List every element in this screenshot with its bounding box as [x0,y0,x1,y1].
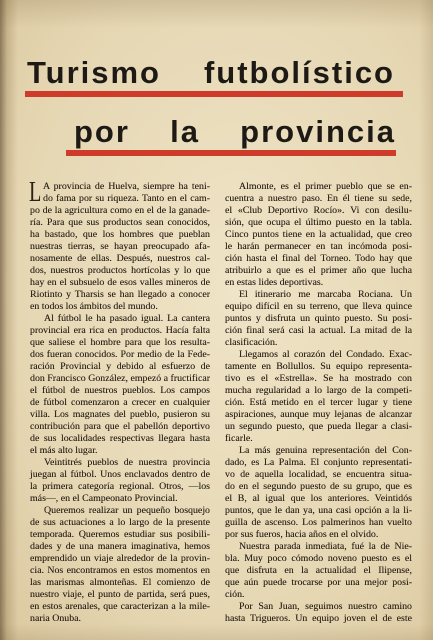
text-line [30,589,210,601]
text-line [225,421,412,433]
line-text: tamente en Bollullos. Su equipo representa- [225,361,412,372]
text-line [225,493,412,505]
line-text: temporada. Queremos estudiar sus posibili- [30,529,210,540]
line-text: emprendido un viaje alrededor de la provin- [30,553,210,564]
line-text: ha bastado, que los hombres que pueblan [30,229,210,240]
text-line [225,553,412,565]
text-line [30,229,210,241]
line-text: por sus fueros, hacia años en el olvido. [225,529,379,540]
line-text: ría. Para que sus productos sean conocidos, [30,217,210,228]
line-text: cia. Nos encontramos en estos momentos en [30,565,210,576]
line-text: atribuirlo a que es el primer año que lucha [225,265,412,276]
text-line [225,601,412,613]
line-text: Nuestra parada inmediata, fué la de Nie- [239,541,412,552]
text-line [225,445,412,457]
paragraph [30,313,210,457]
text-line [225,181,412,193]
text-line [30,361,210,373]
text-line [30,457,210,469]
line-text: naria Onuba. [30,613,81,624]
line-text: villa. Los magnates del pueblo, pusieron su [30,409,210,420]
line-text: el B, al igual que los anteriores. Veintidós [225,493,412,504]
text-line [30,313,210,325]
line-text: nosamente de ellas. Después, nuestros cal- [30,253,210,264]
line-text: un segundo puesto, que pueda llegar a clasi- [225,421,412,432]
line-text: do fama por su riqueza. Tanto en el cam- [43,193,210,204]
line-text: bla. Muy poco cómodo noveno puesto es el [225,553,412,564]
line-text: que saliese el hombre para que los resulta- [30,337,210,348]
line-text: Veintitrés pueblos de nuestra provincia [44,457,210,468]
text-line [30,397,210,409]
line-text: Riotinto y Tharsis se han llegado a conocer [30,289,210,300]
text-line [30,253,210,265]
text-line [225,349,412,361]
line-text: puntos y disfruta un quinto puesto. Su posi- [225,313,412,324]
text-line [30,265,210,277]
paragraph [225,181,412,289]
text-line [225,277,412,289]
text-line [225,565,412,577]
paragraph [30,457,210,505]
text-line [225,265,412,277]
paragraph [29,177,210,313]
text-line [30,277,210,289]
line-text: sión, que ocupa el último puesto en la tabla. [225,217,412,228]
line-text: Llegamos al corazón del Condado. Exac- [239,349,412,360]
line-text: juegan al fútbol. Unos enclavados dentro de [30,469,210,480]
text-line [225,577,412,589]
text-line [30,205,210,217]
line-text: guilla de ascenso. Los palmerinos han vuelto [225,517,412,528]
line-text: nuestras tierras, se hayan preocupado afa- [30,241,210,252]
text-line [225,613,412,625]
line-text: mucha regularidad a lo largo de la competi- [225,385,412,396]
line-text: dado, es La Palma. El conjunto representati- [225,457,412,468]
line-text: po de la agricultura como en el de la ganade- [30,205,210,216]
text-line [30,601,210,613]
line-text: do en el segundo puesto de su grupo, que es [225,481,412,492]
text-line [225,361,412,373]
line-text: cuentra a nuestro paso. En él tiene su sede, [225,193,412,204]
text-line [30,577,210,589]
line-text: dades y de una manera imaginativa, hemos [30,541,210,552]
line-text: de sus actuaciones a lo largo de la presente [30,517,210,528]
paragraph [30,505,210,625]
text-line [225,253,412,265]
text-line [225,229,412,241]
line-text: ración Provincial y debido al esfuerzo de [30,361,210,372]
text-line [30,517,210,529]
line-text: la primera categoría regional. Otros, —los [30,481,210,492]
text-line [225,433,412,445]
text-line [225,301,412,313]
line-text: más—, en el Campeonato Provincial. [30,493,178,504]
line-text: equipo difícil en su terreno, que lleva quince [225,301,412,312]
text-line [30,349,210,361]
text-line [225,517,412,529]
line-text: que disfruta en la actualidad el Ilipense, [225,565,412,576]
line-text: ción. Está metido en el tercer lugar y tiene [225,397,412,408]
line-text: hay en el subsuelo de esos valles mineros de [30,277,210,288]
line-text: A provincia de Huelva, siempre ha teni- [43,181,210,192]
red-rule-top [25,91,403,97]
line-text: ción final será casi la actual. La mitad de la [225,325,412,336]
line-text: don Francisco González, empezó a fructificar [30,373,210,384]
line-text: Al fútbol le ha pasado igual. La cantera [44,313,210,324]
line-text: Por San Juan, seguimos nuestro camino [239,601,412,612]
line-text: de fútbol comenzaron a crecer en cualquier [30,397,210,408]
text-line [225,409,412,421]
line-text: las marismas almonteñas. El comienzo de [30,577,210,588]
red-rule-bottom [66,150,396,156]
article-title-line-1: Turismo futbolístico [27,55,395,90]
line-text: clasificación. [225,337,278,348]
line-text: el «Club Deportivo Rocío». Vi con desilu- [225,205,412,216]
line-text: en estas lides deportivas. [225,277,324,288]
text-line [30,529,210,541]
line-text: dos, nuestros productos hortícolas y lo que [30,265,210,276]
line-text: Cinco puntos tiene en la actualidad, que creo [225,229,412,240]
line-text: el más alto lugar. [30,445,98,456]
text-line [30,505,210,517]
text-line [225,193,412,205]
text-line [30,325,210,337]
text-line [225,313,412,325]
text-line [225,541,412,553]
line-text: provincial era rica en productos. Hacía falta [30,325,210,336]
article-title-line-2: por la provincia [74,114,396,149]
text-line [30,493,210,505]
line-text: en estos arenales, que caracterizan a la mile- [30,601,210,612]
left-text-column [29,177,210,625]
text-line [225,481,412,493]
text-line [225,289,412,301]
text-line [225,337,412,349]
line-text: Almonte, es el primer pueblo que se en- [239,181,412,192]
line-text: aspiraciones, aunque muy lejanas de alcanzar [225,409,412,420]
line-text: puntos, que le dan ya, una casi opción a la li- [225,505,412,516]
text-line [30,241,210,253]
text-line [225,325,412,337]
text-line [30,469,210,481]
paragraph [225,541,412,601]
text-line [30,193,210,205]
text-line [30,565,210,577]
text-line [30,409,210,421]
text-line [30,181,210,193]
text-line [225,385,412,397]
line-text: La más genuina representación del Con- [239,445,412,456]
right-text-column [225,181,412,625]
text-line [30,337,210,349]
paragraph [225,349,412,445]
line-text: El itinerario me marcaba Rociana. Un [239,289,412,300]
line-text: dos fueran conocidos. Por medio de la Fede- [30,349,210,360]
line-text: Queremos realizar un pequeño bosquejo [44,505,210,516]
line-text: tivo es el «Estrella». Se ha mostrado con [225,373,412,384]
text-line [225,241,412,253]
text-line [225,457,412,469]
line-text: en todos los ámbitos del mundo. [30,301,158,312]
paragraph [225,289,412,349]
text-line [30,445,210,457]
text-line [30,289,210,301]
text-line [225,205,412,217]
text-line [30,217,210,229]
text-line [30,373,210,385]
text-line [30,613,210,625]
paragraph [225,445,412,541]
text-line [30,541,210,553]
text-line [225,373,412,385]
text-line [225,589,412,601]
line-text: hasta Trigueros. Un equipo joven el de este [225,613,412,624]
line-text: de sus localidades respectivas llegara hasta [30,433,210,444]
line-text: ficarle. [225,433,253,444]
text-line [30,433,210,445]
line-text: le harán permanecer en tan incómoda posi- [225,241,412,252]
text-line [225,469,412,481]
line-text: contribución para que el pabellón deportivo [30,421,210,432]
text-line [30,301,210,313]
text-line [225,505,412,517]
line-text: que aún puede trocarse por una mejor posi- [225,577,412,588]
paragraph [225,601,412,625]
line-text: ción hasta el final del Torneo. Todo hay que [225,253,412,264]
text-line [30,553,210,565]
text-line [30,385,210,397]
text-line [225,217,412,229]
text-line [30,421,210,433]
line-text: vo de aquella localidad, se encuentra situa- [225,469,412,480]
text-line [225,397,412,409]
line-text: ción. [225,589,245,600]
text-line [30,481,210,493]
drop-cap-letter: L [29,177,42,208]
line-text: el fútbol de nuestros pueblos. Los campos [30,385,210,396]
text-line [225,529,412,541]
line-text: nuestro viaje, el punto de partida, será pues, [30,589,210,600]
